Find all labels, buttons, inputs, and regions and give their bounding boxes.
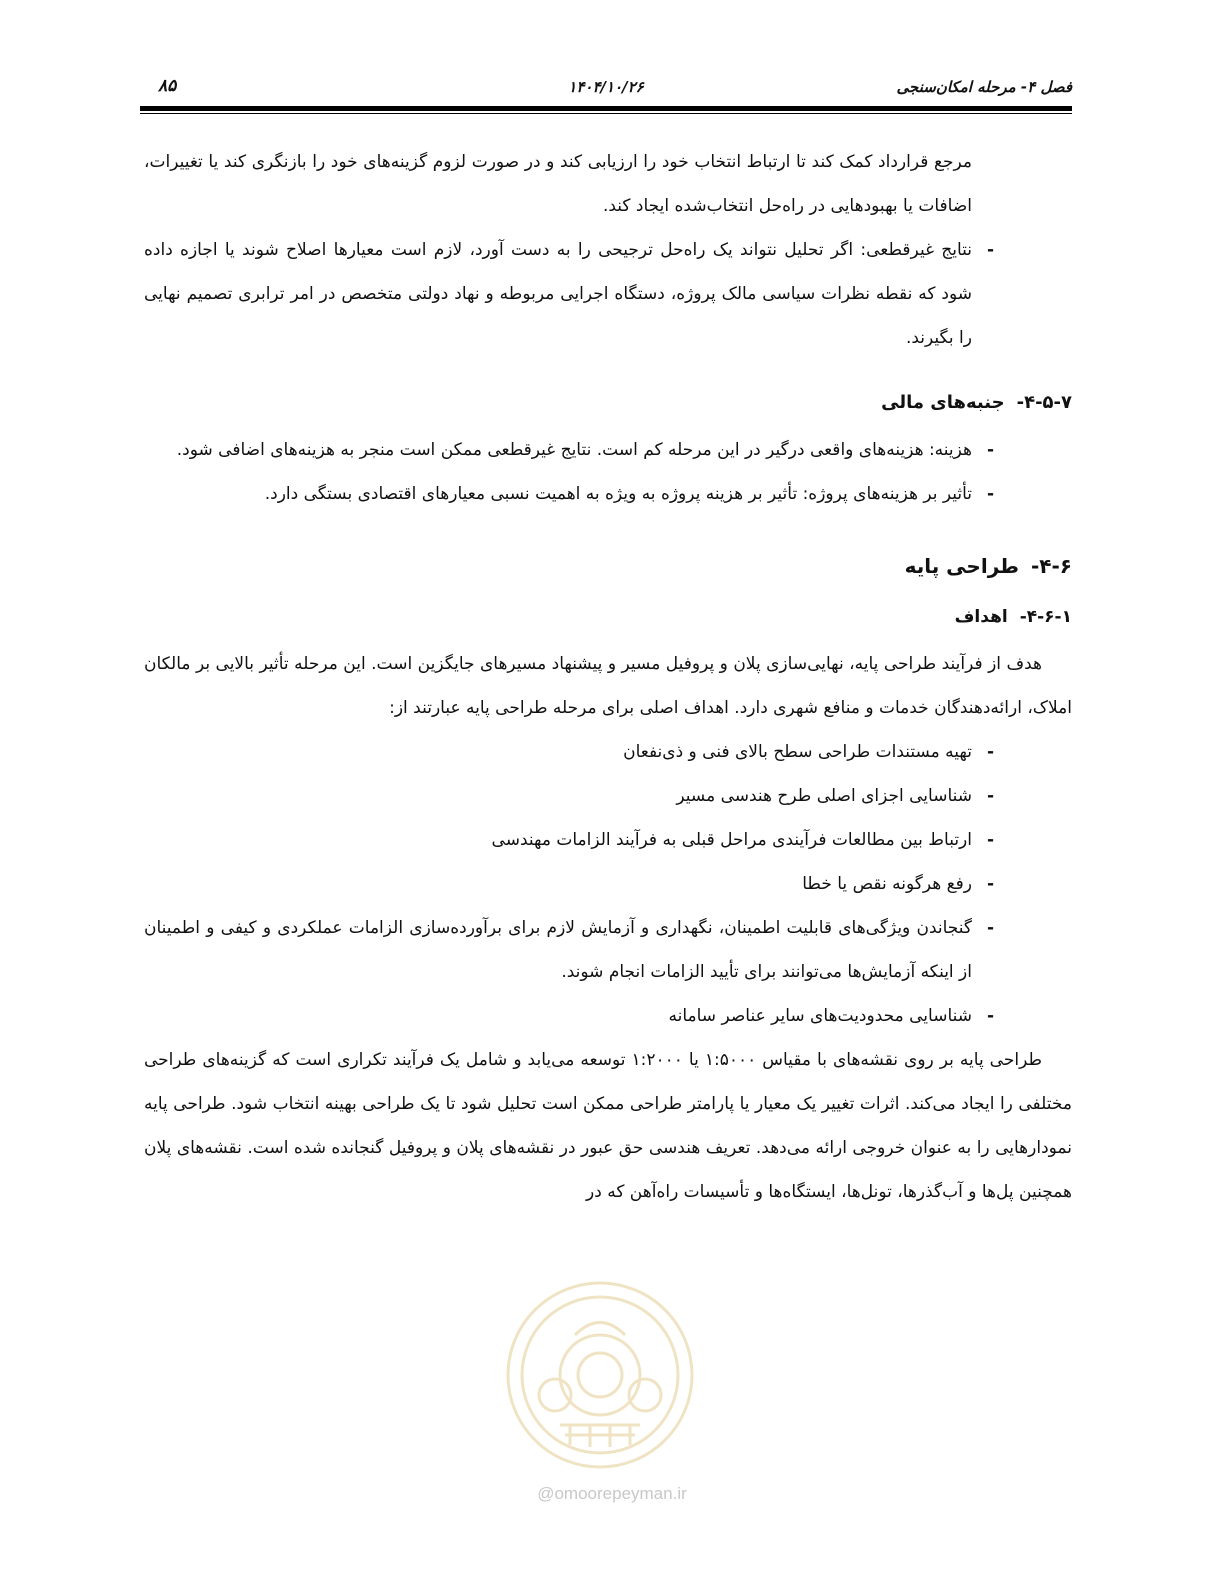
list-item-text: نتایج غیرقطعی: اگر تحلیل نتواند یک راه‌حل ترجیحی را به دست آورد، لازم است معیارها اصلاح شوند یا اجازه داده شود که نقطه نظرات سیاسی مالک پروژه، دستگاه اجرایی مربوطه و نهاد دولتی متخصص در امر ترابری تصمیم نهایی را بگیرند. bbox=[144, 240, 972, 348]
list-item-text: تهیه مستندات طراحی سطح بالای فنی و ذی‌نفعان bbox=[623, 742, 972, 762]
bullet-dash: - bbox=[986, 742, 994, 762]
bullet-dash: - bbox=[986, 918, 994, 938]
page-body bbox=[144, 140, 1072, 1214]
closing-paragraph: طراحی پایه بر روی نقشه‌های با مقیاس ۱:۵۰۰۰ یا ۱:۲۰۰۰ توسعه می‌یابد و شامل یک فرآیند تکراری است که گزینه‌های طراحی مختلفی را ایجاد می‌کند. اثرات تغییر یک معیار یا پارامتر طراحی ممکن است تحلیل شود تا یک طراحی بهینه انتخاب شود. طراحی پایه نمودارهایی را به عنوان خروجی ارائه می‌دهد. تعریف هندسی حق عبور در نقشه‌های پلان و پروفیل گنجانده شده است. نقشه‌های پلان همچنین پل‌ها و آب‌گذرها، تونل‌ها، ایستگاه‌ها و تأسیسات راه‌آهن که در bbox=[144, 1050, 1072, 1202]
list-item bbox=[144, 472, 1072, 516]
intro-bullet-list bbox=[144, 228, 1072, 360]
section-title: طراحی پایه bbox=[904, 554, 1019, 578]
intro-continuation: مرجع قرارداد کمک کند تا ارتباط انتخاب خود را ارزیابی کند و در صورت لزوم گزینه‌های خود را بازنگری کند یا تغییرات، اضافات یا بهبودهایی در راه‌حل انتخاب‌شده ایجاد کند. bbox=[144, 152, 972, 216]
bullet-dash: - bbox=[986, 484, 994, 504]
list-item bbox=[144, 994, 1072, 1038]
watermark-text: @omoorepeyman.ir bbox=[537, 1484, 687, 1503]
bullet-dash: - bbox=[986, 1006, 994, 1026]
list-item-text: ارتباط بین مطالعات فرآیندی مراحل قبلی به فرآیند الزامات مهندسی bbox=[491, 830, 972, 850]
list-item-text: شناسایی محدودیت‌های سایر عناصر سامانه bbox=[668, 1006, 972, 1026]
header-date: ۱۴۰۴/۱۰/۲۶ bbox=[568, 78, 644, 96]
section-heading-4-5-7 bbox=[144, 388, 1072, 418]
financial-bullet-list bbox=[144, 428, 1072, 516]
section-heading-4-6 bbox=[144, 550, 1072, 582]
bullet-dash: - bbox=[986, 830, 994, 850]
section-title: اهداف bbox=[954, 607, 1008, 627]
list-item bbox=[144, 818, 1072, 862]
list-item-text: رفع هرگونه نقص یا خطا bbox=[802, 874, 972, 894]
list-item-text: تأثیر بر هزینه‌های پروژه: تأثیر بر هزینه پروژه به ویژه به اهمیت نسبی معیارهای اقتصادی بستگی دارد. bbox=[264, 484, 972, 504]
header-rule-thin bbox=[140, 113, 1072, 114]
list-item bbox=[144, 862, 1072, 906]
section-heading-4-6-1 bbox=[144, 602, 1072, 632]
list-item-text: شناسایی اجزای اصلی طرح هندسی مسیر bbox=[676, 786, 972, 806]
bullet-dash: - bbox=[986, 440, 994, 460]
list-item bbox=[144, 730, 1072, 774]
list-item bbox=[144, 228, 1072, 360]
bullet-dash: - bbox=[986, 874, 994, 894]
list-item bbox=[144, 428, 1072, 472]
list-item bbox=[144, 906, 1072, 994]
chapter-title: فصل ۴- مرحله امکان‌سنجی bbox=[896, 78, 1072, 96]
objectives-paragraph: هدف از فرآیند طراحی پایه، نهایی‌سازی پلان و پروفیل مسیر و پیشنهاد مسیرهای جایگزین است. این مرحله تأثیر بالایی بر مالکان املاک، ارائه‌دهندگان خدمات و منافع شهری دارد. اهداف اصلی برای مرحله طراحی پایه عبارتند از: bbox=[144, 654, 1072, 718]
section-number: ۴-۵-۷- bbox=[1016, 392, 1072, 413]
objectives-bullet-list bbox=[144, 730, 1072, 1038]
list-item-text: هزینه: هزینه‌های واقعی درگیر در این مرحله کم است. نتایج غیرقطعی ممکن است منجر به هزینه‌های اضافی شود. bbox=[176, 440, 972, 460]
section-title: جنبه‌های مالی bbox=[881, 392, 1005, 413]
bullet-dash: - bbox=[986, 240, 994, 260]
section-number: ۴-۶- bbox=[1030, 554, 1072, 578]
list-item-text: گنجاندن ویژگی‌های قابلیت اطمینان، نگهداری و آزمایش لازم برای برآورده‌سازی الزامات عملکردی و کیفی و اطمینان از اینکه آزمایش‌ها می‌توانند برای تأیید الزامات انجام شوند. bbox=[144, 918, 972, 982]
seal-watermark-icon bbox=[500, 1275, 700, 1475]
section-number: ۴-۶-۱- bbox=[1019, 607, 1072, 627]
page-number: ۸۵ bbox=[158, 76, 177, 96]
list-item bbox=[144, 774, 1072, 818]
header-rule-thick bbox=[140, 106, 1072, 111]
bullet-dash: - bbox=[986, 786, 994, 806]
page-header bbox=[140, 70, 1072, 110]
